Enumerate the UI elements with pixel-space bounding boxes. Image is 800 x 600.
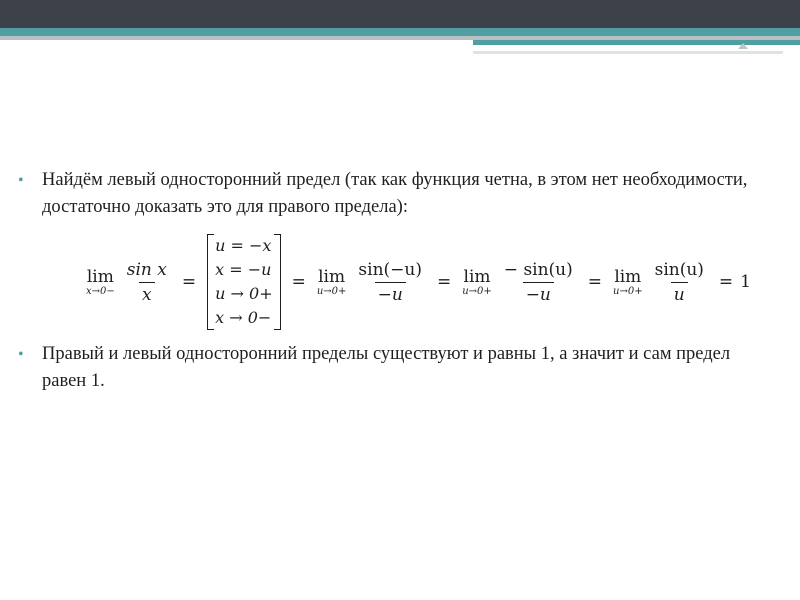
right-accent-bar [473,40,800,45]
header-bar [0,0,800,28]
fraction-4 [652,260,707,305]
fraction-denominator: x [139,282,155,305]
right-accent-line [473,51,783,54]
lim-word: lim [318,266,346,287]
fraction-denominator: −u [523,282,554,305]
bullet-dot-icon: • [18,346,24,363]
fraction-numerator: − sin(u) [503,259,573,280]
header-accent-stripe [0,28,800,36]
equals-sign: = [181,272,197,292]
bullet-dot-icon: • [18,172,24,189]
bullet-item-2 [18,341,778,395]
limit-1 [86,268,115,297]
equals-sign: = [291,272,306,292]
equals-sign: = [436,272,452,292]
lim-subscript: x→0− [86,285,115,297]
limit-2 [317,268,347,297]
fraction-denominator: −u [375,282,406,305]
fraction-3 [501,260,576,305]
fraction-denominator: u [671,282,688,305]
fraction-numerator: sin(u) [654,259,704,280]
matrix-row: u = −x [215,236,272,255]
limit-formula [82,232,751,332]
fraction-numerator: sin x [126,259,167,280]
matrix-row: x → 0− [215,308,272,327]
fraction-numerator: sin(−u) [358,259,422,280]
bullet-item-1 [18,167,778,221]
lim-word: lim [463,266,491,287]
lim-word: lim [86,266,114,287]
matrix-row: u → 0+ [215,284,273,303]
lim-subscript: u→0+ [613,285,643,297]
lim-subscript: u→0+ [316,285,347,297]
bullet-text-1: Найдём левый односторонний предел (так как функция четна, в этом нет необходимости, достаточно доказать это для правого предела): [42,170,748,217]
fraction-1 [124,260,170,305]
matrix-row: x = −u [215,260,272,279]
equals-sign: = [587,272,603,292]
triangle-marker-icon [738,43,748,49]
bullet-text-2: Правый и левый односторонний пределы существуют и равны 1, а значит и сам предел равен 1. [42,344,731,391]
lim-word: lim [614,266,642,287]
lim-subscript: u→0+ [462,285,492,297]
substitution-matrix [207,234,280,330]
limit-3 [462,268,492,297]
limit-result: 1 [740,272,751,292]
limit-4 [613,268,643,297]
equals-sign: = [718,272,734,292]
fraction-2 [355,260,425,305]
